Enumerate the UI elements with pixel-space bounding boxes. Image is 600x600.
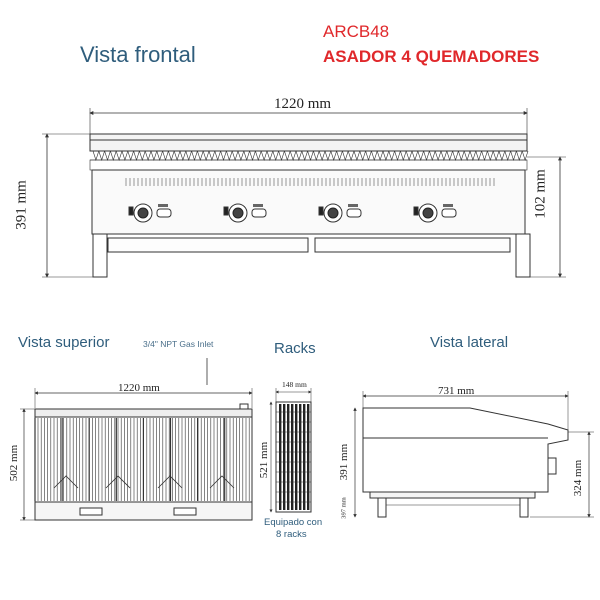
grate-tooth xyxy=(482,151,488,160)
top-width-label: 1220 mm xyxy=(118,382,160,394)
grate-tooth xyxy=(151,151,157,160)
grate-tooth xyxy=(238,151,244,160)
side-leg-label: 397 mm xyxy=(340,497,348,519)
grate-tooth xyxy=(418,151,424,160)
front-panel-height-label: 102 mm xyxy=(532,169,549,219)
grate-tooth xyxy=(476,151,482,160)
grate-tooth xyxy=(209,151,215,160)
grate-tooth xyxy=(122,151,128,160)
knob-indicator xyxy=(129,207,133,215)
grate-tooth xyxy=(516,151,522,160)
rack-note-line2: 8 racks xyxy=(276,529,307,540)
grate-tooth xyxy=(93,151,99,160)
grate-tooth xyxy=(360,151,366,160)
grate-tooth xyxy=(174,151,180,160)
front-width-label: 1220 mm xyxy=(274,96,332,112)
rack-bar xyxy=(287,404,289,510)
knob-label-plate xyxy=(253,204,263,207)
grate-tooth xyxy=(406,151,412,160)
knob-indicator xyxy=(224,207,228,215)
grate-tooth xyxy=(464,151,470,160)
grate-tooth xyxy=(157,151,163,160)
grate-tooth xyxy=(244,151,250,160)
grate-tooth xyxy=(128,151,134,160)
rack-length-label: 521 mm xyxy=(258,441,270,479)
igniter-switch xyxy=(442,209,456,217)
rack-bar xyxy=(295,404,297,510)
rack-bar xyxy=(303,404,305,510)
knob-label-plate xyxy=(158,204,168,207)
top-view-drawing xyxy=(20,358,252,520)
grate-tooth xyxy=(134,151,140,160)
grate-tooth xyxy=(180,151,186,160)
grate-tooth xyxy=(255,151,261,160)
grate-teeth xyxy=(90,151,528,170)
grate-tooth xyxy=(366,151,372,160)
grate-tooth xyxy=(313,151,319,160)
knob-center xyxy=(138,208,148,218)
grate-tooth xyxy=(290,151,296,160)
igniter-switch xyxy=(157,209,171,217)
front-height-label: 391 mm xyxy=(13,180,30,230)
rack-width-label: 148 mm xyxy=(282,380,307,389)
grate-tooth xyxy=(470,151,476,160)
grate-tooth xyxy=(337,151,343,160)
rack-drawing xyxy=(271,388,311,512)
grate-tooth xyxy=(424,151,430,160)
grate-tooth xyxy=(168,151,174,160)
grate-tooth xyxy=(325,151,331,160)
grate-tooth xyxy=(110,151,116,160)
rack-bar xyxy=(291,404,293,510)
product-name: ASADOR 4 QUEMADORES xyxy=(323,47,540,66)
grate-tooth xyxy=(493,151,499,160)
grate-tooth xyxy=(163,151,169,160)
grate-tooth xyxy=(116,151,122,160)
grate-tooth xyxy=(308,151,314,160)
grate-tooth xyxy=(348,151,354,160)
front-view-title: Vista frontal xyxy=(80,42,196,67)
grate-tooth xyxy=(296,151,302,160)
knob-center xyxy=(328,208,338,218)
grate-tooth xyxy=(145,151,151,160)
knob-indicator xyxy=(319,207,323,215)
grate-tooth xyxy=(429,151,435,160)
grate-tooth xyxy=(319,151,325,160)
grate-tooth xyxy=(273,151,279,160)
grate-tooth xyxy=(232,151,238,160)
grate-tooth xyxy=(400,151,406,160)
rack-bar xyxy=(307,404,309,510)
side-depth-label: 731 mm xyxy=(438,385,475,397)
grate-tooth xyxy=(261,151,267,160)
igniter-switch xyxy=(347,209,361,217)
grate-tooth xyxy=(389,151,395,160)
knob-label-plate xyxy=(348,204,358,207)
grate-tooth xyxy=(215,151,221,160)
grate-tooth xyxy=(267,151,273,160)
grate-tooth xyxy=(412,151,418,160)
grate-tooth xyxy=(284,151,290,160)
grate-tooth xyxy=(331,151,337,160)
model-code: ARCB48 xyxy=(323,22,390,41)
knob-center xyxy=(233,208,243,218)
side-view-title: Vista lateral xyxy=(430,334,509,351)
grate-tooth xyxy=(458,151,464,160)
grate-tooth xyxy=(105,151,111,160)
rack-note-line1: Equipado con xyxy=(264,517,323,528)
grate-tooth xyxy=(302,151,308,160)
grate-tooth xyxy=(505,151,511,160)
grate-rail xyxy=(90,160,527,170)
grate-tooth xyxy=(377,151,383,160)
grate-tooth xyxy=(226,151,232,160)
side-front-height-label: 324 mm xyxy=(572,459,584,497)
top-depth-label: 502 mm xyxy=(8,444,20,482)
grate-tooth xyxy=(383,151,389,160)
side-view-drawing xyxy=(355,391,594,517)
rack-bar xyxy=(283,404,285,510)
igniter-switch xyxy=(252,209,266,217)
grate-tooth xyxy=(511,151,517,160)
knob-center xyxy=(423,208,433,218)
knob-label-plate xyxy=(443,204,453,207)
grate-tooth xyxy=(99,151,105,160)
grate-tooth xyxy=(395,151,401,160)
side-height-label: 391 mm xyxy=(338,443,350,481)
grate-tooth xyxy=(371,151,377,160)
knob-indicator xyxy=(414,207,418,215)
grate-tooth xyxy=(499,151,505,160)
grate-tooth xyxy=(487,151,493,160)
rack-bar xyxy=(279,404,281,510)
grate-tooth xyxy=(354,151,360,160)
front-view-drawing xyxy=(42,108,566,277)
grate-tooth xyxy=(522,151,528,160)
gas-inlet-label: 3/4" NPT Gas Inlet xyxy=(143,339,214,349)
grate-tooth xyxy=(139,151,145,160)
grate-tooth xyxy=(250,151,256,160)
racks-title: Racks xyxy=(274,340,316,357)
grate-tooth xyxy=(279,151,285,160)
grate-tooth xyxy=(221,151,227,160)
grate-tooth xyxy=(435,151,441,160)
grate-tooth xyxy=(342,151,348,160)
grate-tooth xyxy=(197,151,203,160)
top-view-title: Vista superior xyxy=(18,334,110,351)
grate-tooth xyxy=(192,151,198,160)
grate-tooth xyxy=(453,151,459,160)
grate-tooth xyxy=(203,151,209,160)
grate-tooth xyxy=(186,151,192,160)
rack-bar xyxy=(299,404,301,510)
grate-tooth xyxy=(441,151,447,160)
grate-tooth xyxy=(447,151,453,160)
